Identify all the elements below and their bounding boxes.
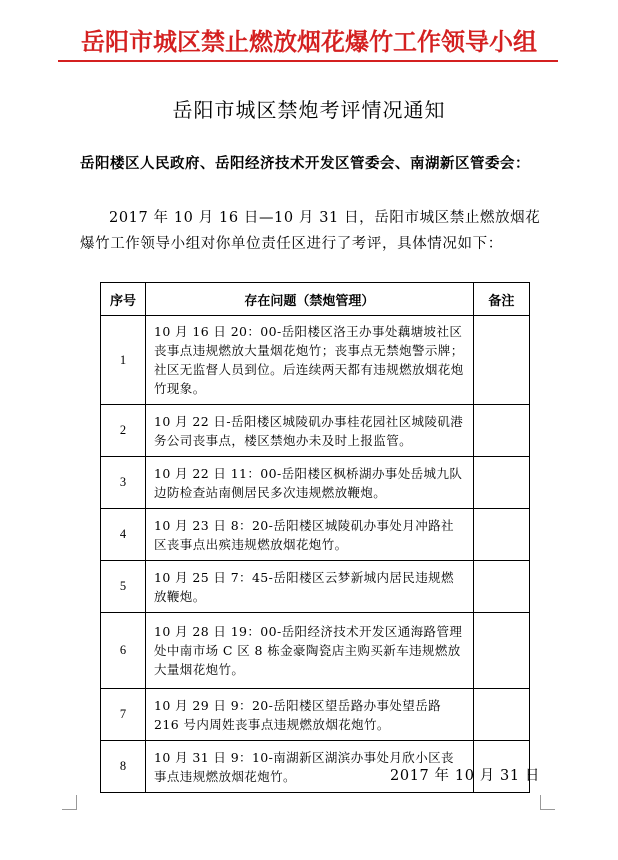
row-problem: 10 月 23 日 8：20-岳阳楼区城陵矶办事处月冲路社区丧事点出殡违规燃放烟花炮竹。 — [146, 509, 474, 561]
row-num: 5 — [101, 561, 146, 613]
table-row — [101, 561, 530, 613]
addressee: 岳阳楼区人民政府、岳阳经济技术开发区管委会、南湖新区管委会： — [80, 155, 530, 172]
row-note — [473, 509, 529, 561]
row-problem: 10 月 25 日 7：45-岳阳楼区云梦新城内居民违规燃放鞭炮。 — [146, 561, 474, 613]
row-num: 8 — [101, 741, 146, 793]
table-row — [101, 509, 530, 561]
row-problem: 10 月 28 日 19：00-岳阳经济技术开发区通海路管理处中南市场 C 区 8 栋金豪陶瓷店主购买新车违规燃放大量烟花炮竹。 — [146, 613, 474, 689]
red-divider-line — [58, 60, 558, 62]
page-corner-mark-right — [540, 795, 555, 810]
header-num: 序号 — [101, 283, 146, 316]
row-note — [473, 457, 529, 509]
row-num: 4 — [101, 509, 146, 561]
row-note — [473, 316, 529, 405]
header-problem: 存在问题（禁炮管理） — [146, 283, 474, 316]
page-corner-mark-left — [62, 795, 77, 810]
table-row — [101, 689, 530, 741]
row-note — [473, 561, 529, 613]
header-note: 备注 — [473, 283, 529, 316]
document-title: 岳阳市城区禁炮考评情况通知 — [172, 98, 446, 122]
issuing-org-header: 岳阳市城区禁止燃放烟花爆竹工作领导小组 — [81, 27, 537, 56]
table-row — [101, 613, 530, 689]
intro-paragraph: 2017 年 10 月 16 日—10 月 31 日，岳阳市城区禁止燃放烟花爆竹工作领导小组对你单位责任区进行了考评，具体情况如下： — [80, 210, 541, 252]
row-problem: 10 月 16 日 20：00-岳阳楼区洛王办事处藕塘坡社区丧事点违规燃放大量烟花炮竹；丧事点无禁炮警示牌；社区无监督人员到位。后连续两天都有违规燃放烟花炮竹现象。 — [146, 316, 474, 405]
row-num: 7 — [101, 689, 146, 741]
table-row — [101, 457, 530, 509]
table-header-row — [101, 283, 530, 316]
row-problem: 10 月 29 日 9：20-岳阳楼区望岳路办事处望岳路 216 号内周姓丧事点违规燃放烟花炮竹。 — [146, 689, 474, 741]
row-note — [473, 689, 529, 741]
row-note — [473, 613, 529, 689]
row-problem: 10 月 31 日 9：10-南湖新区湖滨办事处月欣小区丧事点违规燃放烟花炮竹。 — [146, 741, 474, 793]
row-num: 6 — [101, 613, 146, 689]
row-problem: 10 月 22 日 11：00-岳阳楼区枫桥湖办事处岳城九队边防检查站南侧居民多次违规燃放鞭炮。 — [146, 457, 474, 509]
row-note — [473, 405, 529, 457]
report-table — [100, 282, 530, 793]
row-num: 3 — [101, 457, 146, 509]
row-num: 1 — [101, 316, 146, 405]
signature-date: 2017 年 10 月 31 日 — [390, 768, 540, 784]
row-num: 2 — [101, 405, 146, 457]
row-problem: 10 月 22 日-岳阳楼区城陵矶办事桂花园社区城陵矶港务公司丧事点，楼区禁炮办未及时上报监管。 — [146, 405, 474, 457]
table-row — [101, 405, 530, 457]
table-row — [101, 316, 530, 405]
